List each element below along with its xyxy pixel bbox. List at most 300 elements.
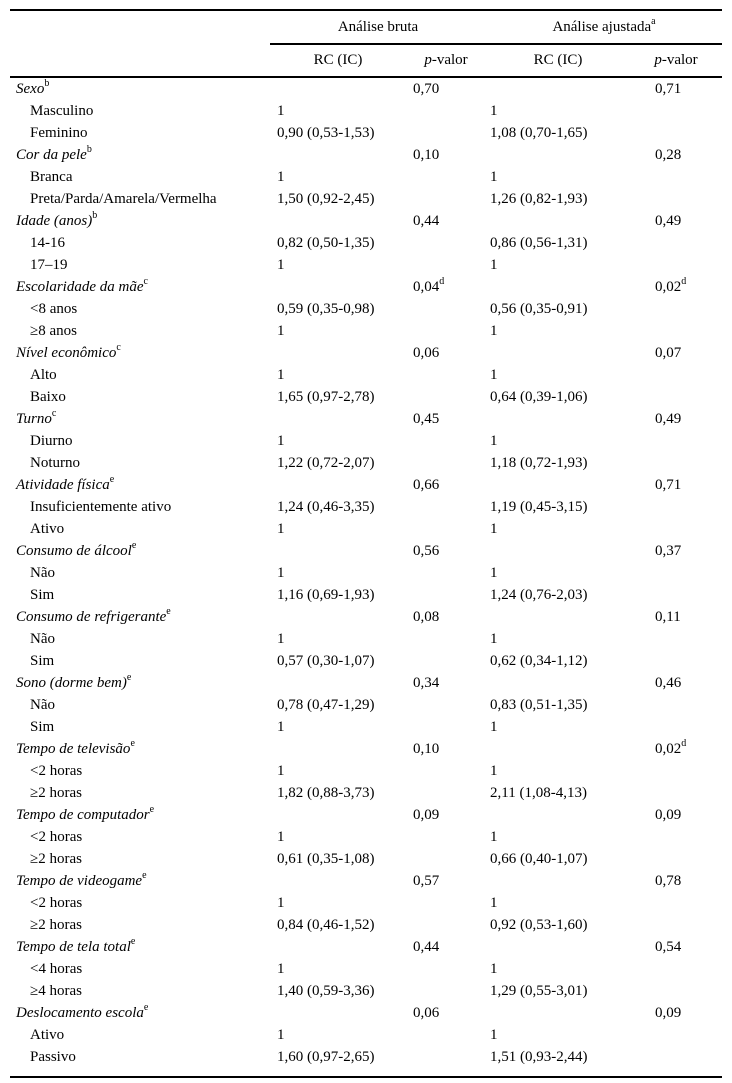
rc-ic-ajustada-value (486, 408, 630, 430)
level-row (10, 320, 722, 342)
level-label: 17–19 (30, 257, 68, 273)
p-valor-bruta-value (406, 122, 486, 144)
variable-row (10, 276, 722, 298)
variable-label: Atividade física$^e$ (16, 474, 115, 493)
level-label: Insuficientemente ativo (30, 499, 172, 515)
level-label: <8 anos (30, 301, 78, 317)
p-valor-bruta-value (406, 430, 486, 452)
rc-ic-ajustada-value: 0,62 (0,34-1,12) (490, 653, 588, 669)
rc-ic-bruta-value: 1 (277, 631, 285, 647)
rc-ic-ajustada-value: 1,26 (0,82-1,93) (490, 191, 588, 207)
level-label: Não (30, 631, 55, 647)
variable-row (10, 1002, 722, 1024)
rc-ic-ajustada-value (486, 936, 630, 958)
p-valor-ajustada-value (630, 298, 722, 320)
variable-row (10, 342, 722, 364)
p-valor-bruta-value (406, 1024, 486, 1046)
p-valor-bruta-value (406, 892, 486, 914)
level-label: Sim (30, 587, 55, 603)
rc-ic-bruta-value: 0,84 (0,46-1,52) (277, 917, 375, 933)
rc-ic-bruta-value: 1 (277, 433, 285, 449)
level-row (10, 496, 722, 518)
rc-ic-bruta-value (270, 276, 406, 298)
rc-ic-ajustada-value: 0,66 (0,40-1,07) (490, 851, 588, 867)
rc-ic-ajustada-value: 1 (490, 763, 498, 779)
p-valor-bruta-value (406, 298, 486, 320)
level-row (10, 430, 722, 452)
rc-ic-bruta-value (270, 210, 406, 232)
p-valor-ajustada-value (630, 452, 722, 474)
rc-ic-bruta-value (270, 474, 406, 496)
p-valor-bruta-value: 0,56 (413, 543, 440, 559)
rc-ic-bruta-value: 1 (277, 521, 285, 537)
rc-ic-bruta-value: 0,61 (0,35-1,08) (277, 851, 375, 867)
level-label: Sim (30, 719, 55, 735)
p-valor-ajustada-value (630, 232, 722, 254)
p-valor-bruta-value: 0,06 (413, 345, 440, 361)
p-valor-bruta-value (406, 452, 486, 474)
footnote-marker-c: c (143, 276, 148, 287)
p-valor-ajustada-value (630, 100, 722, 122)
rc-ic-bruta-value: 1 (277, 763, 285, 779)
p-valor-ajustada-value: 0,02$^d$ (655, 738, 687, 757)
p-valor-bruta-value (406, 496, 486, 518)
p-valor-ajustada-value (630, 892, 722, 914)
level-row (10, 452, 722, 474)
rc-ic-ajustada-label: RC (IC) (533, 52, 583, 68)
p-valor-bruta-value: 0,10 (413, 741, 440, 757)
rc-ic-bruta-value (270, 540, 406, 562)
p-valor-bruta-value (406, 232, 486, 254)
variable-label: Deslocamento escola$^e$ (16, 1002, 149, 1021)
rc-ic-bruta-value (270, 408, 406, 430)
rc-ic-bruta-label: RC (IC) (313, 52, 363, 68)
variable-row (10, 474, 722, 496)
p-valor-bruta-value: 0,70 (413, 81, 440, 97)
rc-ic-ajustada-value: 1,51 (0,93-2,44) (490, 1049, 588, 1065)
level-label: Branca (30, 169, 73, 185)
rc-ic-ajustada-value (486, 77, 630, 100)
footnote-marker-e: e (149, 804, 155, 815)
rc-ic-ajustada-value: 1,18 (0,72-1,93) (490, 455, 588, 471)
footnote-marker-d: d (681, 276, 687, 287)
level-row (10, 166, 722, 188)
level-row (10, 584, 722, 606)
table-header (10, 10, 722, 77)
variable-label: Nível econômico$^c$ (16, 342, 121, 361)
level-row (10, 232, 722, 254)
p-valor-bruta-value (406, 628, 486, 650)
variable-label: Escolaridade da mãe$^c$ (16, 276, 148, 295)
p-valor-bruta-value: 0,08 (413, 609, 440, 625)
p-valor-ajustada-value (630, 1024, 722, 1046)
level-row (10, 848, 722, 870)
variable-label: Tempo de tela total$^e$ (16, 936, 136, 955)
rc-ic-ajustada-header (486, 44, 630, 77)
p-valor-bruta-value (406, 518, 486, 540)
p-valor-bruta-value: 0,06 (413, 1005, 440, 1021)
p-italic: p (654, 52, 662, 68)
level-label: <2 horas (30, 763, 83, 779)
p-valor-bruta-header (406, 44, 486, 77)
rc-ic-ajustada-value (486, 474, 630, 496)
level-label: ≥4 horas (30, 983, 82, 999)
p-valor-ajustada-value (630, 386, 722, 408)
variable-label: Consumo de álcool$^e$ (16, 540, 137, 559)
rc-ic-ajustada-value: 1 (490, 103, 498, 119)
level-label: Noturno (30, 455, 80, 471)
rc-ic-ajustada-value (486, 276, 630, 298)
rc-ic-bruta-value: 1 (277, 829, 285, 845)
level-label: Ativo (30, 521, 65, 537)
rc-ic-bruta-value: 0,57 (0,30-1,07) (277, 653, 375, 669)
p-valor-ajustada-value (630, 1046, 722, 1077)
rc-ic-ajustada-value: 1 (490, 719, 498, 735)
level-row (10, 298, 722, 320)
p-valor-ajustada-value (630, 826, 722, 848)
analise-ajustada-group-header (486, 10, 722, 44)
p-valor-bruta-value (406, 100, 486, 122)
table-body (10, 77, 722, 1077)
rc-ic-ajustada-value (486, 144, 630, 166)
rc-ic-ajustada-value (486, 210, 630, 232)
regression-results-table (10, 9, 722, 1078)
footnote-marker-d: d (439, 276, 445, 287)
rc-ic-ajustada-value: 1,08 (0,70-1,65) (490, 125, 588, 141)
p-valor-bruta-value (406, 826, 486, 848)
p-valor-bruta-value (406, 650, 486, 672)
level-row (10, 386, 722, 408)
p-valor-bruta-value (406, 386, 486, 408)
variable-row (10, 606, 722, 628)
p-valor-ajustada-value (630, 760, 722, 782)
variable-label: Turno$^c$ (16, 408, 57, 427)
p-valor-ajustada-value: 0,54 (655, 939, 682, 955)
p-valor-ajustada-value: 0,49 (655, 213, 682, 229)
level-row (10, 760, 722, 782)
analise-bruta-group-header (270, 10, 486, 44)
rc-ic-bruta-value: 1,24 (0,46-3,35) (277, 499, 375, 515)
level-label: Não (30, 565, 55, 581)
p-valor-ajustada-value (630, 320, 722, 342)
analise-ajustada-label: Análise ajustada (552, 18, 652, 35)
p-valor-ajustada-value: 0,28 (655, 147, 682, 163)
level-row (10, 628, 722, 650)
level-row (10, 650, 722, 672)
p-valor-ajustada-value (630, 694, 722, 716)
p-valor-bruta-value: 0,09 (413, 807, 440, 823)
p-valor-bruta-value: 0,10 (413, 147, 440, 163)
p-valor-ajustada-value: 0,46 (655, 675, 682, 691)
variable-label: Sexo$^b$ (16, 78, 50, 97)
rc-ic-ajustada-value (486, 342, 630, 364)
p-valor-bruta-value (406, 584, 486, 606)
level-row (10, 518, 722, 540)
rc-ic-bruta-value (270, 606, 406, 628)
p-valor-bruta-value (406, 364, 486, 386)
rc-ic-bruta-value: 1 (277, 323, 285, 339)
footnote-marker-c: c (116, 342, 121, 353)
p-valor-ajustada-value (630, 122, 722, 144)
rc-ic-bruta-value: 1,60 (0,97-2,65) (277, 1049, 375, 1065)
variable-row (10, 77, 722, 100)
level-row (10, 958, 722, 980)
rc-ic-bruta-value: 1,16 (0,69-1,93) (277, 587, 375, 603)
rc-ic-bruta-value: 1 (277, 103, 285, 119)
level-label: Sim (30, 653, 55, 669)
rc-ic-bruta-value (270, 672, 406, 694)
p-valor-bruta-value: 0,44 (413, 213, 440, 229)
valor-suffix: -valor (431, 52, 468, 68)
column-group-header-row (10, 10, 722, 44)
variable-row (10, 936, 722, 958)
level-row (10, 826, 722, 848)
analise-bruta-label: Análise bruta (337, 18, 419, 35)
level-label: Diurno (30, 433, 73, 449)
p-valor-ajustada-value: 0,49 (655, 411, 682, 427)
p-valor-bruta-value (406, 782, 486, 804)
rc-ic-bruta-value: 1 (277, 1027, 285, 1043)
p-valor-ajustada-value: 0,09 (655, 807, 682, 823)
p-valor-ajustada-value (630, 650, 722, 672)
p-valor-ajustada-value (630, 430, 722, 452)
p-valor-bruta-value (406, 716, 486, 738)
rc-ic-ajustada-value: 1 (490, 169, 498, 185)
footnote-marker-b: b (86, 144, 92, 155)
rc-ic-bruta-value: 1 (277, 257, 285, 273)
p-valor-ajustada-value (630, 166, 722, 188)
level-label: <2 horas (30, 895, 83, 911)
p-valor-ajustada-value (630, 958, 722, 980)
rc-ic-bruta-value (270, 342, 406, 364)
variable-row (10, 804, 722, 826)
corner-empty-cell-2 (10, 44, 270, 77)
rc-ic-ajustada-value: 1 (490, 323, 498, 339)
rc-ic-ajustada-value: 1 (490, 521, 498, 537)
level-label: Baixo (30, 389, 66, 405)
rc-ic-bruta-value: 1,40 (0,59-3,36) (277, 983, 375, 999)
rc-ic-ajustada-value: 0,64 (0,39-1,06) (490, 389, 588, 405)
variable-label: Tempo de televisão$^e$ (16, 738, 135, 757)
variable-label: Idade (anos)$^b$ (16, 210, 98, 229)
rc-ic-bruta-value: 0,78 (0,47-1,29) (277, 697, 375, 713)
p-valor-bruta-value (406, 848, 486, 870)
p-valor-ajustada-value (630, 716, 722, 738)
footnote-marker-c: c (51, 408, 57, 419)
level-label: ≥2 horas (30, 785, 82, 801)
level-row (10, 254, 722, 276)
footnote-marker-e: e (142, 870, 147, 881)
valor-suffix: -valor (661, 52, 698, 68)
level-row (10, 364, 722, 386)
rc-ic-ajustada-value: 1,24 (0,76-2,03) (490, 587, 588, 603)
rc-ic-bruta-value (270, 936, 406, 958)
rc-ic-ajustada-value (486, 870, 630, 892)
rc-ic-bruta-value (270, 738, 406, 760)
level-row (10, 1024, 722, 1046)
p-valor-ajustada-value (630, 848, 722, 870)
rc-ic-ajustada-value: 0,56 (0,35-0,91) (490, 301, 588, 317)
p-valor-ajustada-value: 0,37 (655, 543, 682, 559)
rc-ic-ajustada-value (486, 540, 630, 562)
rc-ic-ajustada-value: 1 (490, 565, 498, 581)
column-subheader-row (10, 44, 722, 77)
level-label: <4 horas (30, 961, 83, 977)
level-row (10, 694, 722, 716)
level-label: Feminino (30, 125, 88, 141)
rc-ic-ajustada-value: 1 (490, 895, 498, 911)
variable-row (10, 672, 722, 694)
footnote-marker-e: e (109, 474, 115, 485)
p-valor-ajustada-value (630, 782, 722, 804)
p-valor-bruta-value (406, 254, 486, 276)
p-valor-bruta-value (406, 914, 486, 936)
level-label: ≥2 horas (30, 917, 82, 933)
variable-label: Tempo de computador$^e$ (16, 804, 155, 823)
variable-label: Consumo de refrigerante$^e$ (16, 606, 171, 625)
rc-ic-bruta-value: 1,50 (0,92-2,45) (277, 191, 375, 207)
footnote-marker-e: e (130, 738, 135, 749)
rc-ic-bruta-value: 1,22 (0,72-2,07) (277, 455, 375, 471)
rc-ic-bruta-value (270, 77, 406, 100)
rc-ic-ajustada-value: 2,11 (1,08-4,13) (490, 785, 587, 801)
footnote-marker-e: e (143, 1002, 149, 1013)
rc-ic-ajustada-value: 0,83 (0,51-1,35) (490, 697, 588, 713)
rc-ic-bruta-value (270, 144, 406, 166)
footnote-marker-e: e (131, 540, 137, 551)
variable-row (10, 408, 722, 430)
rc-ic-ajustada-value: 1 (490, 367, 498, 383)
p-valor-bruta-value: 0,44 (413, 939, 440, 955)
rc-ic-bruta-value: 0,59 (0,35-0,98) (277, 301, 375, 317)
p-valor-ajustada-value (630, 584, 722, 606)
p-valor-bruta-value: 0,45 (413, 411, 440, 427)
rc-ic-bruta-value: 1 (277, 895, 285, 911)
p-valor-ajustada-value (630, 518, 722, 540)
level-row (10, 980, 722, 1002)
footnote-marker-e: e (166, 606, 171, 617)
footnote-marker-d: d (681, 738, 687, 749)
variable-label: Cor da pele$^b$ (16, 144, 92, 163)
rc-ic-ajustada-value: 1 (490, 961, 498, 977)
rc-ic-ajustada-value (486, 738, 630, 760)
level-label: Ativo (30, 1027, 65, 1043)
footnote-marker-b: b (44, 78, 50, 89)
p-valor-bruta-value (406, 980, 486, 1002)
p-valor-bruta-value (406, 1046, 486, 1077)
rc-ic-ajustada-value: 1,19 (0,45-3,15) (490, 499, 588, 515)
level-row (10, 716, 722, 738)
rc-ic-bruta-value: 1,82 (0,88-3,73) (277, 785, 375, 801)
p-valor-bruta-value: 0,04$^d$ (413, 276, 445, 295)
rc-ic-ajustada-value: 0,92 (0,53-1,60) (490, 917, 588, 933)
rc-ic-ajustada-value: 1 (490, 1027, 498, 1043)
rc-ic-ajustada-value: 1 (490, 433, 498, 449)
rc-ic-ajustada-value: 1 (490, 631, 498, 647)
rc-ic-ajustada-value (486, 804, 630, 826)
level-row (10, 562, 722, 584)
p-valor-bruta-value (406, 958, 486, 980)
p-valor-bruta-value (406, 188, 486, 210)
p-valor-ajustada-header (630, 44, 722, 77)
p-valor-ajustada-value: 0,71 (655, 477, 682, 493)
rc-ic-bruta-header (270, 44, 406, 77)
rc-ic-bruta-value: 1,65 (0,97-2,78) (277, 389, 375, 405)
footnote-marker-b: b (92, 210, 98, 221)
rc-ic-bruta-value (270, 804, 406, 826)
p-valor-bruta-value: 0,57 (413, 873, 440, 889)
rc-ic-bruta-value: 1 (277, 565, 285, 581)
variable-row (10, 870, 722, 892)
level-row (10, 188, 722, 210)
level-label: ≥2 horas (30, 851, 82, 867)
p-valor-ajustada-value (630, 562, 722, 584)
rc-ic-bruta-value (270, 1002, 406, 1024)
p-valor-ajustada-value: 0,78 (655, 873, 682, 889)
p-valor-ajustada-value: 0,11 (655, 609, 681, 625)
rc-ic-ajustada-value: 1,29 (0,55-3,01) (490, 983, 588, 999)
level-label: 14-16 (30, 235, 65, 251)
rc-ic-ajustada-value (486, 606, 630, 628)
rc-ic-bruta-value (270, 870, 406, 892)
footnote-marker-e: e (130, 936, 136, 947)
p-valor-bruta-value: 0,66 (413, 477, 440, 493)
p-valor-ajustada-value: 0,07 (655, 345, 682, 361)
level-label: ≥8 anos (30, 323, 77, 339)
variable-label: Sono (dorme bem)$^e$ (16, 672, 132, 691)
level-label: Passivo (30, 1049, 76, 1065)
level-label: Preta/Parda/Amarela/Vermelha (30, 191, 217, 207)
level-row (10, 1046, 722, 1077)
variable-row (10, 144, 722, 166)
p-valor-ajustada-value (630, 980, 722, 1002)
level-label: Não (30, 697, 55, 713)
corner-empty-cell (10, 10, 270, 44)
rc-ic-bruta-value: 1 (277, 961, 285, 977)
p-valor-bruta-value (406, 694, 486, 716)
level-row (10, 122, 722, 144)
level-label: Alto (30, 367, 57, 383)
level-row (10, 782, 722, 804)
rc-ic-ajustada-value: 1 (490, 829, 498, 845)
level-label: <2 horas (30, 829, 83, 845)
rc-ic-bruta-value: 1 (277, 169, 285, 185)
rc-ic-ajustada-value (486, 672, 630, 694)
rc-ic-ajustada-value: 0,86 (0,56-1,31) (490, 235, 588, 251)
p-valor-ajustada-value (630, 496, 722, 518)
rc-ic-bruta-value: 1 (277, 367, 285, 383)
p-valor-ajustada-value: 0,09 (655, 1005, 682, 1021)
p-valor-ajustada-value: 0,71 (655, 81, 682, 97)
p-valor-ajustada-value (630, 628, 722, 650)
variable-row (10, 738, 722, 760)
rc-ic-ajustada-value: 1 (490, 257, 498, 273)
level-row (10, 914, 722, 936)
variable-label: Tempo de videogame$^e$ (16, 870, 147, 889)
level-row (10, 100, 722, 122)
p-valor-ajustada-value (630, 254, 722, 276)
p-valor-bruta-value (406, 760, 486, 782)
footnote-marker-a: a (651, 15, 656, 27)
variable-row (10, 540, 722, 562)
level-row (10, 892, 722, 914)
footnote-marker-e: e (126, 672, 132, 683)
variable-row (10, 210, 722, 232)
p-valor-bruta-value (406, 166, 486, 188)
p-valor-bruta-value (406, 562, 486, 584)
rc-ic-bruta-value: 1 (277, 719, 285, 735)
p-valor-bruta-value: 0,34 (413, 675, 440, 691)
